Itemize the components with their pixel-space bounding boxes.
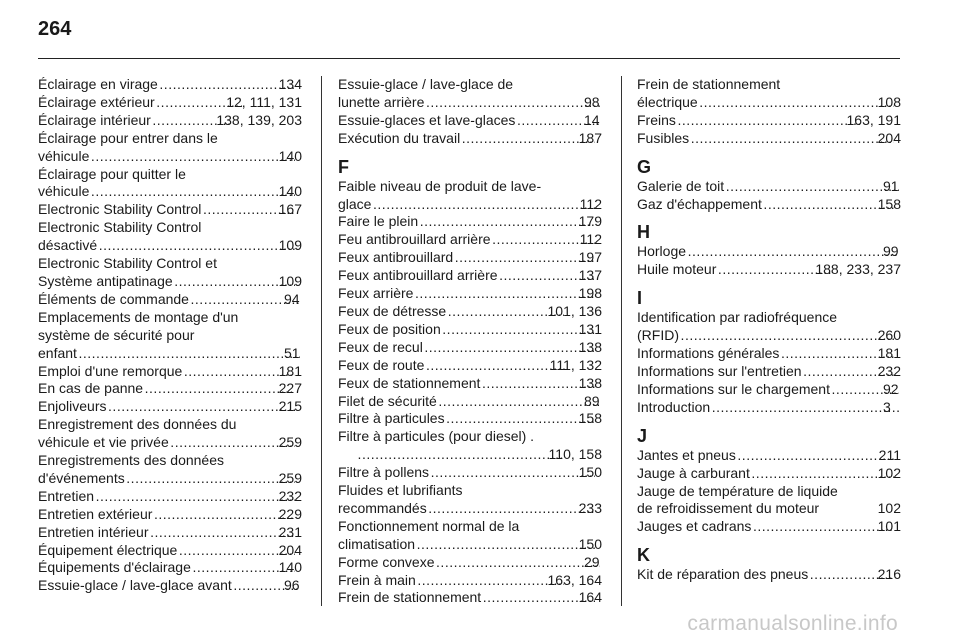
index-entry-pages: 109: [278, 237, 302, 254]
dot-leader: [781, 345, 893, 363]
index-entry-term: Exécution du travail: [338, 129, 461, 146]
index-entry-pages: 259: [278, 434, 302, 451]
index-entry-term: Entretien intérieur: [38, 523, 149, 540]
index-entry: Introduction ..... 3: [637, 399, 901, 417]
index-entry-term: lunette arrière: [338, 93, 425, 110]
index-entry-pages: 164: [578, 589, 602, 606]
index-entry-term: Gaz d'échappement: [637, 195, 762, 212]
index-entry-pages: 137: [578, 267, 602, 284]
index-column-2: [338, 76, 602, 607]
index-entry-pages: 140: [278, 147, 302, 164]
index-entry-term: véhicule: [38, 183, 90, 200]
header-rule: [38, 58, 900, 59]
index-entry-pages: 102: [877, 500, 901, 517]
index-entry: Informations sur le chargement ..... 92: [637, 381, 901, 399]
index-entry: [38, 452, 302, 488]
index-entry-term: Fonctionnement normal de la: [338, 517, 520, 534]
column-separator: [621, 76, 622, 606]
dot-leader: [171, 434, 295, 452]
dot-leader: [175, 273, 295, 291]
index-entry: [38, 130, 302, 166]
index-entry: [38, 255, 302, 291]
dot-leader: [420, 213, 594, 231]
index-entry-pages: 158: [578, 410, 602, 427]
index-entry: Essuie-glace / lave-glace de lunette arrière ..... 98: [338, 76, 602, 112]
dot-leader: [691, 130, 894, 148]
index-entry-term: Jauge de température de liquide: [637, 482, 838, 499]
index-entry: [38, 380, 302, 398]
index-entry-pages: 140: [278, 559, 302, 576]
index-entry: [338, 213, 602, 231]
index-entry: [38, 506, 302, 524]
dot-leader: [160, 76, 295, 94]
dot-leader: [151, 524, 295, 542]
index-entry: [338, 285, 602, 303]
index-entry: [637, 196, 901, 214]
index-entry: [38, 363, 302, 381]
index-entry-term: Feux arrière: [338, 285, 414, 302]
dot-leader: [439, 393, 600, 411]
index-entry-term: Feux antibrouillard: [338, 249, 454, 266]
index-entry: [338, 410, 602, 428]
dot-leader: [482, 375, 594, 393]
dot-leader: [108, 398, 294, 416]
index-entry: Essuie-glaces et lave-glaces ..... 14: [338, 112, 602, 130]
index-entry-pages: 232: [877, 362, 901, 379]
index-entry-term: Éclairage pour entrer dans le: [38, 129, 218, 146]
index-entry: [338, 303, 602, 321]
index-entry: [637, 345, 901, 363]
index-section-letter: F: [338, 156, 349, 177]
index-entry-term: Emplacements de montage d'un: [38, 308, 239, 325]
index-entry-term: Freins: [637, 111, 676, 128]
dot-leader: [373, 196, 595, 214]
index-entry-pages: 112: [579, 231, 602, 248]
index-entry: Filet de sécurité ..... 89: [338, 393, 602, 411]
dot-leader: [429, 500, 595, 518]
index-entry-pages: 12, 111, 131: [226, 93, 302, 110]
index-entry-pages: 163, 191: [846, 111, 901, 128]
index-entry-term: climatisation: [338, 535, 416, 552]
index-entry-pages: 138: [578, 338, 602, 355]
dot-leader: [91, 148, 294, 166]
index-entry-pages: 215: [278, 398, 302, 415]
dot-leader: [96, 488, 295, 506]
dot-leader: [688, 243, 899, 261]
index-entry: Galerie de toit ..... 91: [637, 178, 901, 196]
index-entry-term: Frein de stationnement: [338, 589, 482, 606]
index-entry-term: Fusibles: [637, 129, 690, 146]
dot-leader: [764, 196, 894, 214]
index-entry-term: Enregistrements des données: [38, 452, 224, 469]
dot-leader: [417, 536, 595, 554]
index-entry: [338, 178, 602, 214]
index-entry: [38, 488, 302, 506]
dot-leader: [91, 183, 294, 201]
index-entry-pages: 150: [578, 464, 602, 481]
index-entry: Essuie-glace / lave-glace avant ..... 96: [38, 577, 302, 595]
index-entry: [637, 130, 901, 148]
index-entry: Horloge ..... 99: [637, 243, 901, 261]
index-entry-pages: 211: [878, 446, 901, 463]
index-entry-pages: 138, 139, 203: [216, 111, 302, 128]
index-entry-pages: 260: [877, 327, 901, 344]
dot-leader: [358, 446, 565, 464]
index-entry-term: En cas de panne: [38, 380, 144, 397]
index-entry-pages: 204: [877, 129, 901, 146]
index-entry-term: Éclairage extérieur: [38, 93, 155, 110]
index-entry-term: (RFID): [637, 327, 679, 344]
index-entry-pages: 204: [278, 541, 302, 558]
index-entry-pages: 138: [578, 374, 602, 391]
index-entry-pages: 140: [278, 183, 302, 200]
index-entry: [338, 231, 602, 249]
index-entry-term: Jauges et cadrans: [637, 518, 752, 535]
index-entry: [38, 112, 302, 130]
index-entry-term: électrique: [637, 93, 698, 110]
index-entry-term: Filtre à particules (pour diesel) .: [338, 428, 535, 445]
index-entry-term: Feux de stationnement: [338, 374, 481, 391]
index-entry-term: Éléments de commande: [38, 290, 189, 307]
index-column-1: [38, 76, 302, 595]
index-entry-pages: 101, 136: [547, 302, 602, 319]
index-entry-pages: 197: [578, 249, 602, 266]
index-entry: [637, 112, 901, 130]
index-entry: [338, 482, 602, 518]
index-entry-pages: 188, 233, 237: [815, 261, 901, 278]
index-entry-term: Essuie-glaces et lave-glaces: [338, 111, 516, 128]
dot-leader: [431, 464, 595, 482]
dot-leader: [448, 303, 563, 321]
dot-leader: [752, 465, 894, 483]
dot-leader: [681, 327, 894, 345]
index-section-letter: J: [637, 425, 648, 446]
page-number: 264: [38, 18, 72, 40]
index-entry-pages: 102: [877, 464, 901, 481]
index-entry-pages: 110, 158: [548, 446, 602, 463]
index-entry: [38, 542, 302, 560]
index-entry-term: Essuie-glace / lave-glace avant: [38, 577, 232, 594]
dot-leader: [712, 399, 899, 417]
index-entry-term: Entretien: [38, 487, 95, 504]
index-entry-pages: 131: [578, 320, 602, 337]
index-entry: Forme convexe ..... 29: [338, 554, 602, 572]
index-entry: Emplacements de montage d'un système de sécurité pour enfant ..... 51: [38, 309, 302, 363]
index-entry: [38, 524, 302, 542]
index-entry-pages: 158: [877, 195, 901, 212]
index-entry-term: système de sécurité pour: [38, 326, 195, 343]
index-entry: [38, 416, 302, 452]
index-entry-term: Informations sur l'entretien: [637, 362, 802, 379]
index-entry: [637, 76, 901, 112]
dot-leader: [443, 321, 595, 339]
dot-leader: [99, 237, 294, 255]
index-entry-term: de refroidissement du moteur: [637, 500, 820, 517]
index-entry-term: Emploi d'une remorque: [38, 362, 183, 379]
index-entry: [38, 219, 302, 255]
index-entry-pages: 259: [278, 469, 302, 486]
index-entry: [338, 589, 602, 607]
index-entry-term: Feux de route: [338, 356, 425, 373]
dot-leader: [154, 506, 294, 524]
index-entry-term: glace: [338, 195, 372, 212]
index-section-letter: I: [637, 288, 643, 309]
index-entry-term: Jauge à carburant: [637, 464, 750, 481]
index-entry-term: Enjoliveurs: [38, 398, 107, 415]
index-entry: [637, 309, 901, 345]
index-entry-term: Frein de stationnement: [637, 76, 781, 92]
index-entry-term: d'événements: [38, 469, 125, 486]
index-entry-term: Éclairage pour quitter le: [38, 165, 186, 182]
index-entry: [38, 94, 302, 112]
index-entry: Éléments de commande ..... 94: [38, 291, 302, 309]
index-entry-pages: 112: [579, 195, 602, 212]
index-entry-term: Filtre à pollens: [338, 464, 430, 481]
index-entry: [338, 572, 602, 590]
index-column-3: [637, 76, 901, 584]
index-entry-term: Système antipatinage: [38, 272, 173, 289]
index-entry-term: Entretien extérieur: [38, 505, 153, 522]
index-entry: [637, 566, 901, 584]
index-entry-pages: 109: [278, 272, 302, 289]
index-entry-term: Filet de sécurité: [338, 392, 437, 409]
index-entry: [338, 428, 602, 464]
index-entry-term: Fluides et lubrifiants: [338, 482, 463, 499]
index-entry-term: Feux de position: [338, 320, 441, 337]
index-entry-term: Feux de détresse: [338, 302, 447, 319]
index-entry: [338, 518, 602, 554]
index-entry-term: véhicule: [38, 147, 90, 164]
index-entry-term: Electronic Stability Control: [38, 219, 202, 236]
index-section-letter: H: [637, 222, 650, 243]
index-entry-term: Enregistrement des données du: [38, 416, 237, 433]
index-entry: [637, 261, 901, 279]
index-entry: [338, 321, 602, 339]
index-entry-pages: 198: [578, 285, 602, 302]
dot-leader: [418, 572, 564, 590]
index-entry: [637, 518, 901, 536]
index-entry-pages: 134: [278, 76, 302, 92]
dot-leader: [700, 94, 894, 112]
index-entry-term: Équipement électrique: [38, 541, 178, 558]
index-entry-term: enfant: [38, 344, 77, 361]
index-entry-term: Essuie-glace / lave-glace de: [338, 76, 514, 92]
index-entry: [38, 559, 302, 577]
index-entry-pages: 232: [278, 487, 302, 504]
index-entry: [338, 249, 602, 267]
index-entry-term: désactivé: [38, 237, 98, 254]
index-entry-term: Huile moteur: [637, 261, 717, 278]
index-entry-term: Galerie de toit: [637, 177, 725, 194]
dot-leader: [426, 94, 600, 112]
index-entry-pages: 187: [578, 129, 602, 146]
index-entry-term: Feux antibrouillard arrière: [338, 267, 498, 284]
index-entry-pages: 233: [578, 499, 602, 516]
dot-leader: [179, 542, 294, 560]
dot-leader: [738, 447, 895, 465]
index-entry-pages: 111, 132: [549, 356, 602, 373]
index-entry-pages: 231: [278, 523, 302, 540]
index-entry: [38, 398, 302, 416]
index-entry: [38, 166, 302, 202]
index-entry: [338, 464, 602, 482]
index-entry-pages: 227: [278, 380, 302, 397]
index-entry-pages: 101: [877, 518, 901, 535]
watermark: carmanualsonline.info: [687, 612, 898, 635]
dot-leader: [145, 380, 295, 398]
index-entry-pages: 181: [877, 345, 901, 362]
dot-leader: [483, 589, 594, 607]
index-entry-pages: 163, 164: [547, 571, 602, 588]
index-section-letter: K: [637, 545, 650, 566]
index-entry: [338, 375, 602, 393]
index-entry: [338, 267, 602, 285]
dot-leader: [678, 112, 863, 130]
index-entry-term: Electronic Stability Control et: [38, 255, 217, 272]
index-entry: [338, 357, 602, 375]
index-entry: [338, 339, 602, 357]
index-entry-term: véhicule et vie privée: [38, 434, 169, 451]
index-entry-term: Feux de recul: [338, 338, 423, 355]
dot-leader: [726, 178, 899, 196]
index-entry-term: Electronic Stability Control: [38, 201, 202, 218]
index-entry-term: Jantes et pneus: [637, 446, 736, 463]
index-entry-pages: 179: [578, 213, 602, 230]
index-entry-term: Informations sur le chargement: [637, 380, 830, 397]
index-entry: [38, 76, 302, 94]
index-entry-pages: 181: [278, 362, 302, 379]
dot-leader: [425, 339, 595, 357]
index-entry-pages: 108: [877, 93, 901, 110]
index-entry-term: Éclairage en virage: [38, 76, 158, 92]
index-entry: [637, 363, 901, 381]
index-section-letter: G: [637, 156, 652, 177]
dot-leader: [415, 285, 594, 303]
index-entry: [637, 483, 901, 519]
index-entry-term: Informations générales: [637, 345, 780, 362]
index-entry-term: recommandés: [338, 499, 427, 516]
dot-leader: [436, 554, 600, 572]
index-entry-term: Éclairage intérieur: [38, 111, 151, 128]
dot-leader: [455, 249, 594, 267]
index-entry-term: Identification par radiofréquence: [637, 309, 838, 326]
dot-leader: [462, 130, 594, 148]
dot-leader: [127, 470, 295, 488]
column-separator: [321, 76, 322, 606]
index-entry: [637, 447, 901, 465]
index-entry-term: Faire le plein: [338, 213, 419, 230]
index-entry-pages: 216: [877, 566, 901, 583]
index-entry-pages: 229: [278, 505, 302, 522]
index-entry-pages: 167: [278, 201, 302, 218]
index-entry-term: Introduction: [637, 398, 711, 415]
index-entry: [38, 201, 302, 219]
dot-leader: [426, 357, 565, 375]
index-entry-term: Filtre à particules: [338, 410, 445, 427]
index-entry-term: Forme convexe: [338, 553, 435, 570]
index-entry-term: Faible niveau de produit de lave-: [338, 177, 542, 194]
index-entry: [338, 130, 602, 148]
index-entry-term: Frein à main: [338, 571, 416, 588]
dot-leader: [447, 410, 595, 428]
index-entry: [637, 465, 901, 483]
index-entry-term: Équipements d'éclairage: [38, 559, 191, 576]
index-entry-term: Kit de réparation des pneus: [637, 566, 809, 583]
index-entry-pages: 150: [578, 535, 602, 552]
dot-leader: [79, 345, 300, 363]
index-entry-term: Horloge: [637, 243, 687, 260]
index-entry-term: Feu antibrouillard arrière: [338, 231, 491, 248]
dot-leader: [753, 518, 893, 536]
